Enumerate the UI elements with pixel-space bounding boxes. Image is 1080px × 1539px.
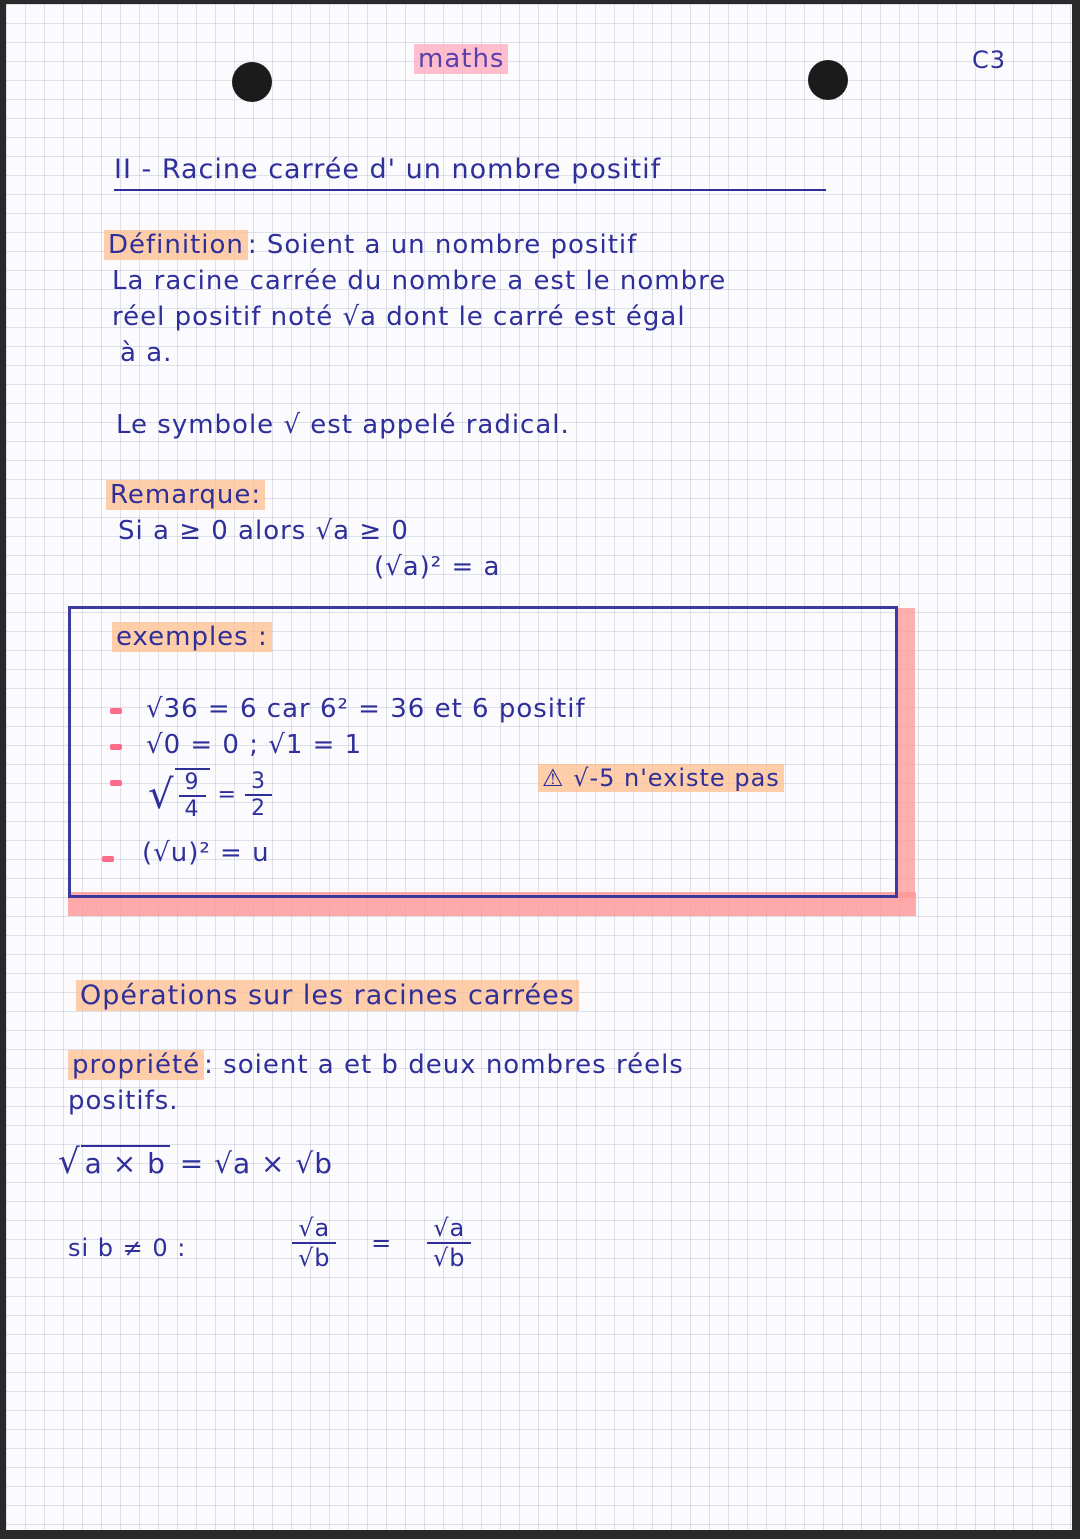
bullet-3 (110, 780, 122, 786)
formula-quotient-condition: si b ≠ 0 : (68, 1234, 187, 1262)
example-4: (√u)² = u (142, 838, 270, 868)
example-3-num: 9 (179, 770, 206, 797)
quotient-left-den: √b (298, 1244, 331, 1272)
remark-label: Remarque: (106, 480, 265, 510)
definition-line-2: La racine carrée du nombre a est le nombre (112, 266, 727, 296)
binder-hole-left (232, 62, 272, 102)
section-title: II - Racine carrée d' un nombre positif (114, 154, 826, 191)
example-3-result-den: 2 (250, 796, 266, 821)
examples-label: exemples : (112, 622, 272, 652)
operations-title: Opérations sur les racines carrées (76, 980, 579, 1011)
remark-line-2: (√a)² = a (374, 552, 501, 582)
definition-text-1: : Soient a un nombre positif (247, 230, 638, 260)
example-1: √36 = 6 car 6² = 36 et 6 positif (146, 694, 586, 724)
quotient-left-num: √a (292, 1214, 336, 1244)
example-2: √0 = 0 ; √1 = 1 (146, 730, 363, 760)
box-highlight-right (895, 608, 915, 898)
property-line-2: positifs. (68, 1086, 179, 1116)
example-3: √ $\frac{9}{4}$ = $\frac{3}{2}$ (148, 768, 272, 822)
quotient-equals: = (371, 1229, 393, 1257)
property-line-1 (68, 1050, 684, 1080)
formula-quotient (292, 1214, 471, 1272)
notebook-page (6, 4, 1072, 1530)
property-text: : soient a et b deux nombres réels (204, 1050, 684, 1080)
definition-label: Définition (104, 230, 248, 260)
definition-line-4: à a. (120, 338, 173, 368)
property-label: propriété (68, 1050, 204, 1080)
quotient-right-den: √b (432, 1244, 466, 1272)
formula-product-right: = √a × √b (179, 1147, 334, 1180)
bullet-4 (102, 856, 114, 862)
warning-note: ⚠ √-5 n'existe pas (538, 764, 784, 792)
remark-line-1: Si a ≥ 0 alors √a ≥ 0 (118, 516, 409, 546)
bullet-1 (110, 708, 122, 714)
definition-line-3: réel positif noté √a dont le carré est égal (112, 302, 686, 332)
quotient-right-num: √a (427, 1214, 471, 1244)
definition-line-1 (104, 230, 637, 260)
radical-note: Le symbole √ est appelé radical. (116, 410, 570, 440)
binder-hole-right (808, 60, 848, 100)
formula-product: √ a × b = √a × √b (58, 1142, 334, 1182)
example-3-result-num: 3 (245, 769, 272, 796)
subject-heading: maths (414, 44, 508, 74)
page-code: C3 (972, 46, 1007, 74)
bullet-2 (110, 744, 122, 750)
formula-product-left: a × b (81, 1145, 170, 1180)
example-3-den: 4 (184, 797, 200, 822)
